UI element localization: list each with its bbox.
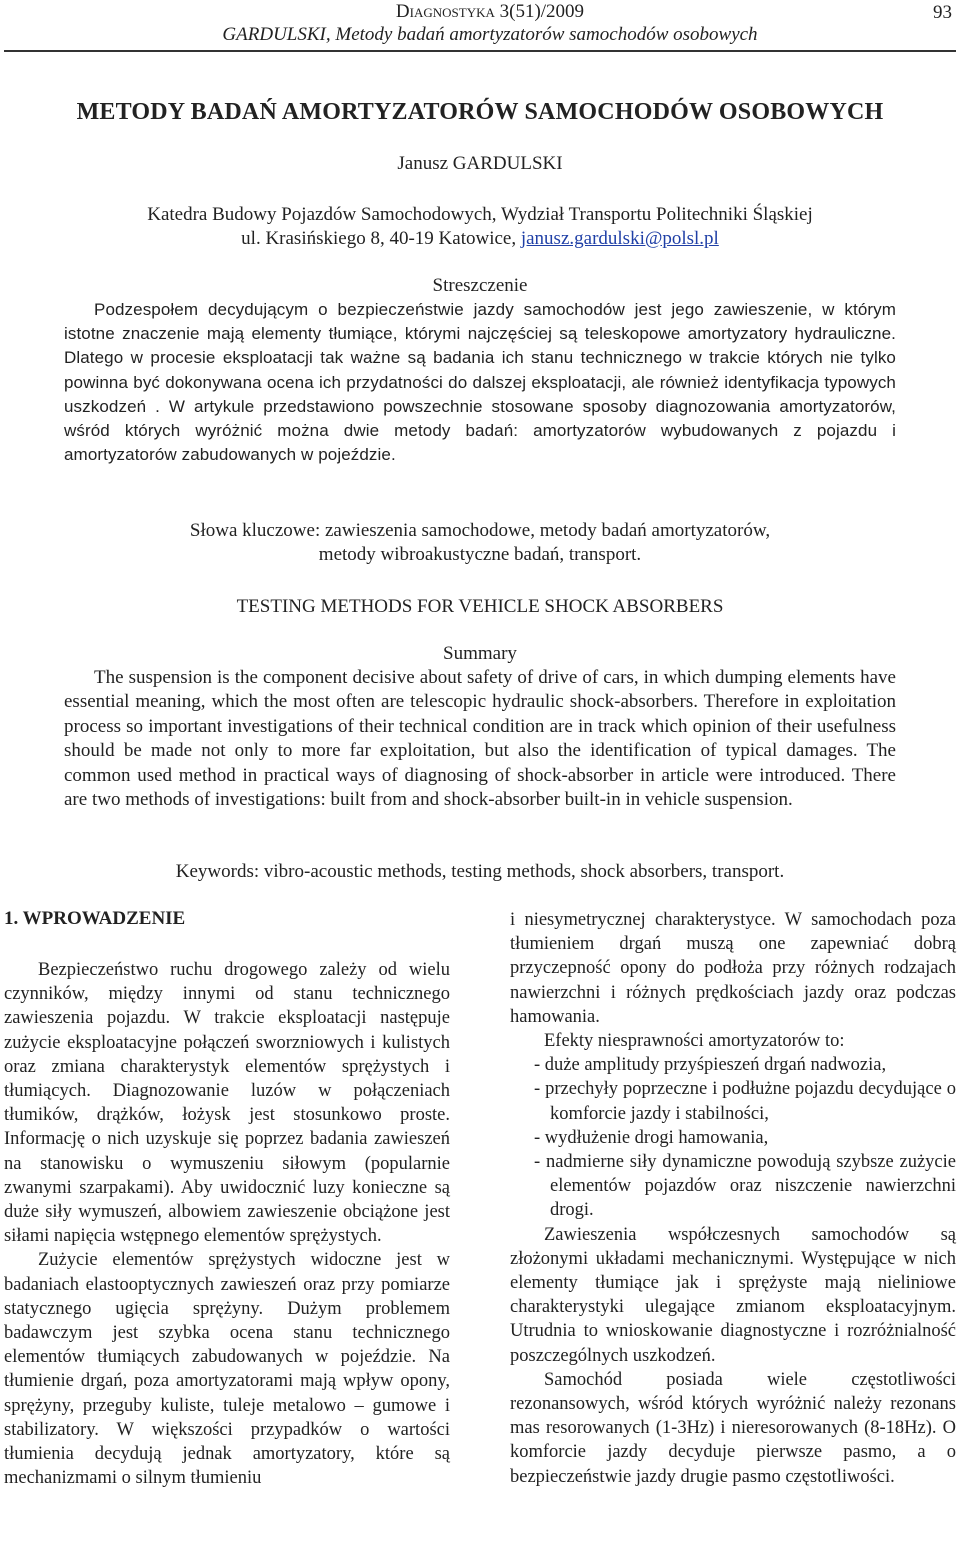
affiliation bbox=[0, 203, 960, 251]
issue-number: 3(51)/2009 bbox=[499, 1, 585, 22]
paper-title: METODY BADAŃ AMORTYZATORÓW SAMOCHODÓW OSOBOWYCH bbox=[76, 99, 884, 125]
summary-text: The suspension is the component decisive about safety of drive of cars, in which dumping elements have essential meaning, which the most often are telescopic hydraulic shock-absorbers. Therefore in exploitation process so important investigations of their technical condition are in track which opinion of their usefulness should be made not only to more far exploitation, but also the identification of typical damages. The common used method in practical ways of diagnosing of shock-absorber in article were introduced. There are two methods of investigations: built from and shock-absorber built-in in vehicle suspension. bbox=[64, 667, 896, 811]
left-paragraph-2: Zużycie elementów sprężystych widoczne jest w badaniach elastooptycznych zawieszeń oraz przy pomiarze statycznego ugięcia sprężyny. Dużym problemem badawczym jest szybka ocena stanu technicznego elementów tłumiących zabudowanych w pojeździe. Na tłumienie drgań, poza amortyzatorami mają wpływ opony, sprężyny, przeguby kuliste, tuleje metalowo – gumowe i stabilizatory. W większości przypadków o wartości tłumienia decydują jednak amortyzatory, które są mechanizmami o silnym tłumieniu bbox=[4, 1250, 450, 1489]
affiliation-line-1: Katedra Budowy Pojazdów Samochodowych, Wydział Transportu Politechniki Śląskiej bbox=[147, 204, 813, 225]
keywords-pl bbox=[0, 519, 960, 567]
effects-item-4: - nadmierne siły dynamiczne powodują szybsze zużycie elementów pojazdów oraz niszczenie nawierzchni drogi. bbox=[534, 1152, 956, 1221]
right-column bbox=[510, 908, 956, 1489]
abstract-heading: Streszczenie bbox=[432, 275, 528, 296]
effects-heading: Efekty niesprawności amortyzatorów to: bbox=[544, 1031, 845, 1052]
email-link[interactable]: janusz.gardulski@polsl.pl bbox=[520, 228, 719, 249]
address: ul. Krasińskiego 8, 40-19 Katowice, bbox=[241, 228, 517, 249]
english-title: TESTING METHODS FOR VEHICLE SHOCK ABSORBERS bbox=[236, 596, 724, 617]
page-header bbox=[185, 0, 795, 46]
keywords-pl-line-2: metody wibroakustyczne badań, transport. bbox=[318, 544, 642, 565]
keywords-pl-line-1: Słowa kluczowe: zawieszenia samochodowe, metody badań amortyzatorów, bbox=[189, 520, 771, 541]
effects-item-2: - przechyły poprzeczne i podłużne pojazdu decydujące o komforcie jazdy i stabilności, bbox=[534, 1079, 956, 1124]
page-number: 93 bbox=[933, 2, 952, 23]
header-divider bbox=[4, 50, 956, 52]
left-paragraph-1: Bezpieczeństwo ruchu drogowego zależy od wielu czynników, między innymi od stanu technicznego zawieszenia pojazdu. W trakcie eksploatacji następuje zużycie eksploatacyjne połączeń sworzniowych i kulistych oraz zmiana charakterystyk elementów sprężystych i tłumiących. Diagnozowanie luzów w połączeniach tłumików, drążków, łożysk jest stosunkowo proste. Informację o nich uzyskuje się poprzez badania zawieszeń na stanowisku o wymuszeniu siłowym (popularnie zwanymi szarpakami). Aby uwidocznić luzy konieczne są duże siły wymuszeń, albowiem zawieszenie obciążone jest siłami napięcia wstępnego elementów sprężystych. bbox=[4, 960, 450, 1247]
author-name: Janusz GARDULSKI bbox=[397, 153, 563, 174]
journal-name: Diagnostyka bbox=[395, 1, 495, 22]
journal-issue-line bbox=[185, 0, 795, 23]
section-heading: 1. WPROWADZENIE bbox=[4, 908, 186, 929]
right-paragraph-1: Zawieszenia współczesnych samochodów są złożonymi układami mechanicznymi. Występujące w nich elementy tłumiące jak i sprężyste mają nieliniowe charakterystyki ulegające zmianom eksploatacyjnym. Utrudnia to wnioskowanie diagnostyczne i rozróżnialność poszczególnych uszkodzeń. bbox=[510, 1224, 956, 1366]
summary-heading: Summary bbox=[443, 643, 517, 664]
right-paragraph-2: Samochód posiada wiele częstotliwości rezonansowych, wśród których wyróżnić należy rezonans mas resorowanych (1-3Hz) i nieresorowanych (8-18Hz). O komforcie jazdy decyduje pierwsze pasmo, a o bezpieczeństwie jazdy drugie pasmo częstotliwości. bbox=[510, 1369, 956, 1487]
effects-item-1: - duże amplitudy przyśpieszeń drgań nadwozia, bbox=[534, 1055, 887, 1076]
right-intro-paragraph: i niesymetrycznej charakterystyce. W samochodach poza tłumieniem drgań muszą one zapewniać dobrą przyczepność opony do podłoża przy różnych rodzajach nawierzchni i różnych prędkościach jazdy oraz podczas hamowania. bbox=[510, 910, 956, 1027]
abstract-text: Podzespołem decydującym o bezpieczeństwie jazdy samochodów jest jego zawieszenie, w którym istotne znaczenie mają elementy tłumiące, którymi najczęściej są teleskopowe amortyzatory hydrauliczne. Dlatego w procesie eksploatacji tak ważne są badania ich stanu technicznego w trakcie których nie tylko powinna być dokonywana ocena ich przydatności do dalszej eksploatacji, ale również identyfikacja typowych uszkodzeń . W artykule przedstawiono powszechnie stosowane sposoby diagnozowania amortyzatorów, wśród których wyróżnić można dwie metody badań: amortyzatorów wybudowanych z pojazdu i amortyzatorów zabudowanych w pojeździe. bbox=[64, 300, 896, 465]
affiliation-line-2 bbox=[0, 227, 960, 251]
running-title: GARDULSKI, Metody badań amortyzatorów samochodów osobowych bbox=[222, 24, 758, 45]
effects-item-3: - wydłużenie drogi hamowania, bbox=[534, 1127, 769, 1148]
left-column bbox=[4, 958, 450, 1490]
keywords-en: Keywords: vibro-acoustic methods, testing methods, shock absorbers, transport. bbox=[175, 861, 785, 882]
